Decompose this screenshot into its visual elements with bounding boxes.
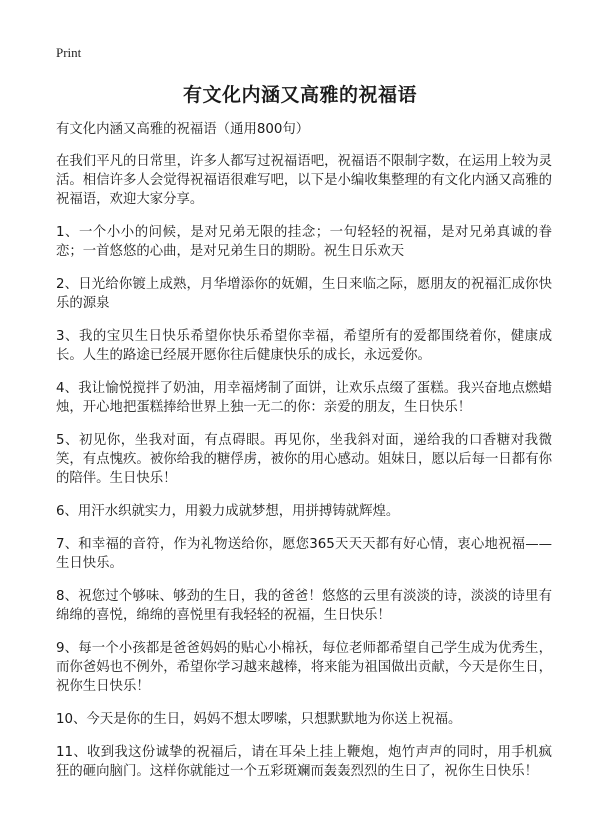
article-subtitle: 有文化内涵又高雅的祝福语（通用800句） (56, 122, 310, 137)
intro-paragraph: 在我们平凡的日常里，许多人都写过祝福语吧，祝福语不限制字数，在运用上较为灵活。相信许多人会觉得祝福语很难写吧，以下是小编收集整理的有文化内涵又高雅的祝福语，欢迎大家分享。 (56, 154, 552, 207)
greeting-item-5: 5、初见你，坐我对面，有点碍眼。再见你，坐我斜对面，递给我的口香糖对我微笑，有点愧疚。被你给我的糖俘虏，被你的用心感动。姐妹日，愿以后每一日都有你的陪伴。生日快乐！ (56, 433, 552, 486)
greeting-item-6: 6、用汗水织就实力，用毅力成就梦想，用拼搏铸就辉煌。 (56, 504, 400, 519)
greeting-item-9: 9、每一个小孩都是爸爸妈妈的贴心小棉袄，每位老师都希望自己学生成为优秀生，而你爸妈也不例外，希望你学习越来越棒，将来能为祖国做出贡献，今天是你生日，祝你生日快乐！ (56, 641, 552, 694)
greeting-item-7: 7、和幸福的音符，作为礼物送给你，愿您365天天天都有好心情，衷心地祝福——生日快乐。 (56, 537, 552, 571)
article-body (56, 120, 552, 795)
page-title: 有文化内涵又高雅的祝福语 (182, 84, 417, 106)
greeting-item-8: 8、祝您过个够味、够劲的生日，我的爸爸！悠悠的云里有淡淡的诗，淡淡的诗里有绵绵的喜悦，绵绵的喜悦里有我轻轻的祝福，生日快乐！ (56, 589, 552, 623)
greeting-item-10: 10、今天是你的生日，妈妈不想太啰嗦，只想默默地为你送上祝福。 (56, 712, 462, 727)
greeting-item-3: 3、我的宝贝生日快乐希望你快乐希望你幸福，希望所有的爱都围绕着你，健康成长。人生的路途已经展开愿你往后健康快乐的成长，永远爱你。 (56, 329, 552, 363)
print-link[interactable]: Print (56, 45, 82, 60)
greeting-item-1: 1、一个小小的问候，是对兄弟无限的挂念；一句轻轻的祝福，是对兄弟真诚的眷恋；一首悠悠的心曲，是对兄弟生日的期盼。祝生日乐欢天 (56, 225, 552, 259)
greeting-item-11: 11、收到我这份诚挚的祝福后，请在耳朵上挂上鞭炮，炮竹声声的同时，用手机疯狂的砸向脑门。这样你就能过一个五彩斑斓而轰轰烈烈的生日了，祝你生日快乐！ (56, 745, 552, 779)
greeting-item-4: 4、我让愉悦搅拌了奶油，用幸福烤制了面饼，让欢乐点缀了蛋糕。我兴奋地点燃蜡烛，开心地把蛋糕捧给世界上独一无二的你：亲爱的朋友，生日快乐！ (56, 381, 552, 415)
greeting-item-2: 2、日光给你镀上成熟，月华增添你的妩媚，生日来临之际，愿朋友的祝福汇成你快乐的源泉 (56, 277, 552, 311)
